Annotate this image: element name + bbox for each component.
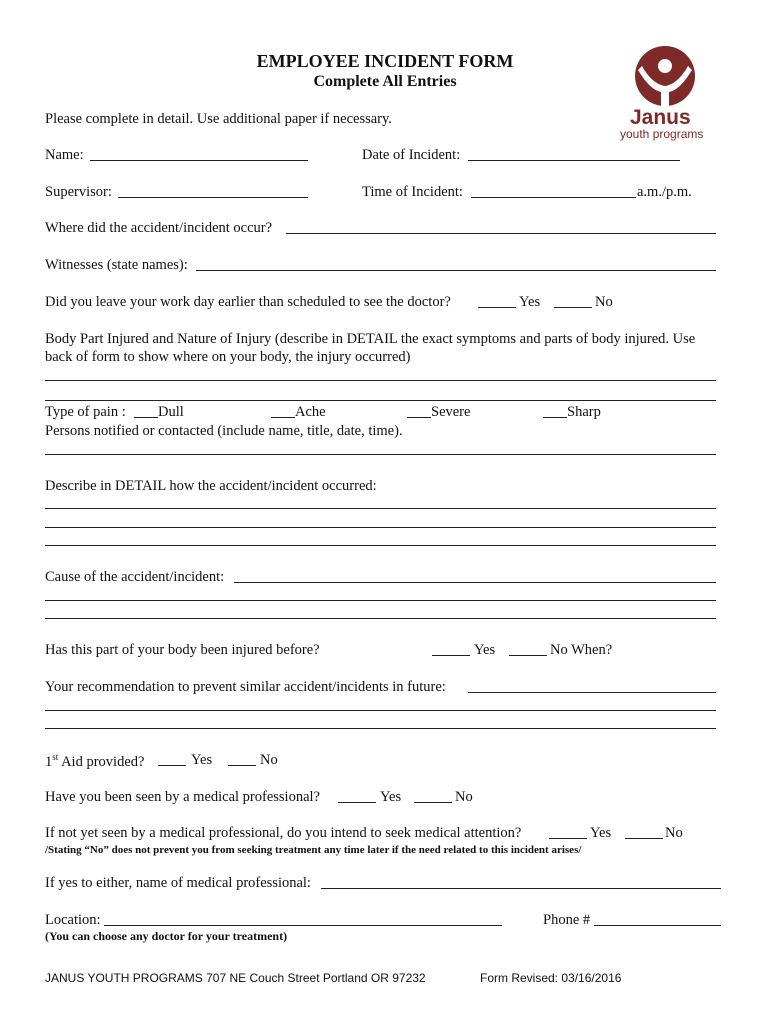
first-aid-sup: st <box>52 752 59 762</box>
pain-severe-field[interactable] <box>407 417 431 418</box>
first-aid-no-field[interactable] <box>228 765 256 766</box>
describe-label: Describe in DETAIL how the accident/incident occurred: <box>45 478 377 494</box>
pain-sharp-field[interactable] <box>543 417 567 418</box>
pain-ache-field[interactable] <box>271 417 295 418</box>
janus-logo <box>620 44 710 144</box>
cause-field-2[interactable] <box>45 600 716 601</box>
leave-early-no-label: No <box>595 294 613 310</box>
janus-logo-mark-icon <box>620 44 710 108</box>
time-of-incident-field[interactable] <box>471 197 636 198</box>
persons-notified-label: Persons notified or contacted (include name, title, date, time). <box>45 423 403 439</box>
seen-medical-yes-label: Yes <box>380 789 402 805</box>
first-aid-no-label: No <box>260 752 278 768</box>
date-of-incident-field[interactable] <box>468 160 680 161</box>
recommendation-field-2[interactable] <box>45 710 716 711</box>
witnesses-label: Witnesses (state names): <box>45 257 188 273</box>
describe-field-2[interactable] <box>45 527 716 528</box>
intend-medical-no-field[interactable] <box>625 838 663 839</box>
seen-medical-yes-field[interactable] <box>338 802 376 803</box>
footer-revised: Form Revised: 03/16/2016 <box>480 971 622 985</box>
first-aid-yes-label: Yes <box>191 752 213 768</box>
pain-dull-field[interactable] <box>134 417 158 418</box>
intend-medical-yes-label: Yes <box>590 825 612 841</box>
cause-field-1[interactable] <box>234 582 716 583</box>
choose-doctor-note: (You can choose any doctor for your treatment) <box>45 929 288 943</box>
ampm-label: a.m./p.m. <box>637 184 692 200</box>
where-label: Where did the accident/incident occur? <box>45 220 273 236</box>
logo-tagline: youth programs <box>620 127 704 141</box>
cause-field-3[interactable] <box>45 618 716 619</box>
seen-medical-no-field[interactable] <box>414 802 452 803</box>
first-aid-text: Aid provided? <box>58 753 145 770</box>
supervisor-label: Supervisor: <box>45 184 112 200</box>
name-label: Name: <box>45 147 84 163</box>
injured-before-no-when-label: No When? <box>550 642 613 658</box>
recommendation-label: Your recommendation to prevent similar accident/incidents in future: <box>45 679 446 695</box>
describe-field-1[interactable] <box>45 508 716 509</box>
pain-severe-label: Severe <box>431 404 471 420</box>
pain-ache-label: Ache <box>295 404 326 420</box>
location-field[interactable] <box>104 925 502 926</box>
leave-early-yes-field[interactable] <box>478 307 516 308</box>
first-aid-num: 1 <box>45 753 53 770</box>
injured-before-no-field[interactable] <box>509 655 547 656</box>
name-medical-field[interactable] <box>321 888 721 889</box>
body-part-label-line1: Body Part Injured and Nature of Injury (describe in DETAIL the exact symptoms and parts of body injured. Use <box>45 331 696 347</box>
type-of-pain-label: Type of pain : <box>45 404 126 420</box>
body-part-field-1[interactable] <box>45 380 716 381</box>
time-of-incident-label: Time of Incident: <box>362 184 463 200</box>
recommendation-field-1[interactable] <box>468 692 716 693</box>
persons-notified-field[interactable] <box>45 454 716 455</box>
witnesses-field[interactable] <box>196 270 716 271</box>
stating-no-note: /Stating “No” does not prevent you from seeking treatment any time later if the need related to this incident arises/ <box>45 844 582 856</box>
name-field[interactable] <box>90 160 308 161</box>
phone-label: Phone # <box>543 912 591 928</box>
first-aid-label <box>45 753 144 769</box>
footer-address: JANUS YOUTH PROGRAMS 707 NE Couch Street Portland OR 97232 <box>45 971 426 985</box>
seen-medical-no-label: No <box>455 789 473 805</box>
supervisor-field[interactable] <box>118 197 308 198</box>
injured-before-yes-field[interactable] <box>432 655 470 656</box>
recommendation-field-3[interactable] <box>45 728 716 729</box>
cause-label: Cause of the accident/incident: <box>45 569 225 585</box>
pain-sharp-label: Sharp <box>567 404 601 420</box>
location-label: Location: <box>45 912 101 928</box>
injured-before-label: Has this part of your body been injured before? <box>45 642 320 658</box>
logo-name: Janus <box>630 106 691 129</box>
where-field[interactable] <box>286 233 716 234</box>
intro-text: Please complete in detail. Use additional paper if necessary. <box>45 111 392 127</box>
leave-early-label: Did you leave your work day earlier than scheduled to see the doctor? <box>45 294 451 310</box>
pain-dull-label: Dull <box>158 404 184 420</box>
intend-medical-label: If not yet seen by a medical professional, do you intend to seek medical attention? <box>45 825 522 841</box>
leave-early-no-field[interactable] <box>554 307 592 308</box>
body-part-field-2[interactable] <box>45 400 716 401</box>
form-title: EMPLOYEE INCIDENT FORM <box>256 51 514 71</box>
leave-early-yes-label: Yes <box>519 294 541 310</box>
body-part-label-line2: back of form to show where on your body, the injury occurred) <box>45 349 411 365</box>
date-of-incident-label: Date of Incident: <box>362 147 461 163</box>
intend-medical-no-label: No <box>665 825 683 841</box>
first-aid-yes-field[interactable] <box>158 765 186 766</box>
injured-before-yes-label: Yes <box>474 642 496 658</box>
form-subtitle: Complete All Entries <box>313 73 457 90</box>
phone-field[interactable] <box>594 925 721 926</box>
seen-medical-label: Have you been seen by a medical professional? <box>45 789 320 805</box>
name-medical-label: If yes to either, name of medical professional: <box>45 875 311 891</box>
intend-medical-yes-field[interactable] <box>549 838 587 839</box>
describe-field-3[interactable] <box>45 545 716 546</box>
